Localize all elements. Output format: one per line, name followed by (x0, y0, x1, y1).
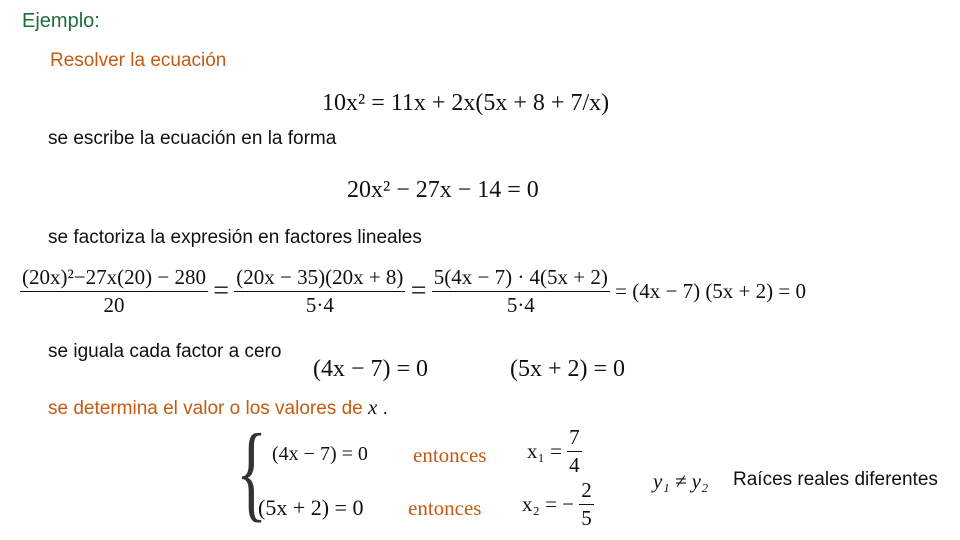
solution-row-1-then: entonces (413, 443, 487, 467)
solution-x1 (527, 425, 582, 478)
x2-numerator: 2 (579, 478, 594, 505)
equals-sign: = (410, 275, 427, 307)
equals-sign: = (213, 275, 230, 307)
fraction-3-denominator: 5·4 (506, 293, 535, 317)
determine-period: . (382, 398, 388, 419)
step-zero-text: se iguala cada factor a cero (48, 341, 282, 362)
fraction-3-numerator: 5(4x − 7) · 4(5x + 2) (432, 265, 610, 292)
roots-conclusion: Raíces reales diferentes (733, 469, 938, 490)
x1-fraction (567, 425, 582, 478)
determine-label: se determina el valor o los valores de (48, 398, 363, 419)
factorization-chain (20, 265, 806, 318)
roots-comparison: y₁ ≠ y₂ (653, 469, 709, 493)
variable-x: x (368, 395, 378, 419)
x2-label: x₂ = − (522, 492, 575, 516)
x1-numerator: 7 (567, 425, 582, 452)
factored-result: = (4x − 7) (5x + 2) = 0 (615, 279, 806, 303)
slide-title: Ejemplo: (22, 10, 100, 32)
zero-factor-2: (5x + 2) = 0 (510, 356, 626, 382)
fraction-1 (20, 265, 208, 318)
problem-statement: Resolver la ecuación (50, 50, 227, 71)
x2-fraction (579, 478, 594, 531)
zero-factor-1: (4x − 7) = 0 (313, 356, 429, 382)
standard-form-equation: 20x² − 27x − 14 = 0 (347, 177, 539, 203)
fraction-1-denominator: 20 (103, 293, 125, 317)
x1-label: x₁ = (527, 439, 562, 463)
solution-x2 (522, 478, 594, 531)
step-factor-text: se factoriza la expresión en factores lineales (48, 227, 422, 248)
step-rewrite-text: se escribe la ecuación en la forma (48, 128, 337, 149)
fraction-2-denominator: 5·4 (305, 293, 334, 317)
x1-denominator: 4 (569, 453, 580, 477)
fraction-1-numerator: (20x)²−27x(20) − 280 (20, 265, 208, 292)
fraction-2 (234, 265, 405, 318)
solutions-brace: { (236, 413, 268, 532)
solution-row-2-equation: (5x + 2) = 0 (258, 495, 364, 520)
fraction-3 (432, 265, 610, 318)
step-determine-text (48, 395, 388, 420)
original-equation: 10x² = 11x + 2x(5x + 8 + 7/x) (322, 90, 610, 116)
fraction-2-numerator: (20x − 35)(20x + 8) (234, 265, 405, 292)
solution-row-1-equation: (4x − 7) = 0 (272, 443, 368, 465)
solution-row-2-then: entonces (408, 496, 482, 520)
x2-denominator: 5 (581, 506, 592, 530)
